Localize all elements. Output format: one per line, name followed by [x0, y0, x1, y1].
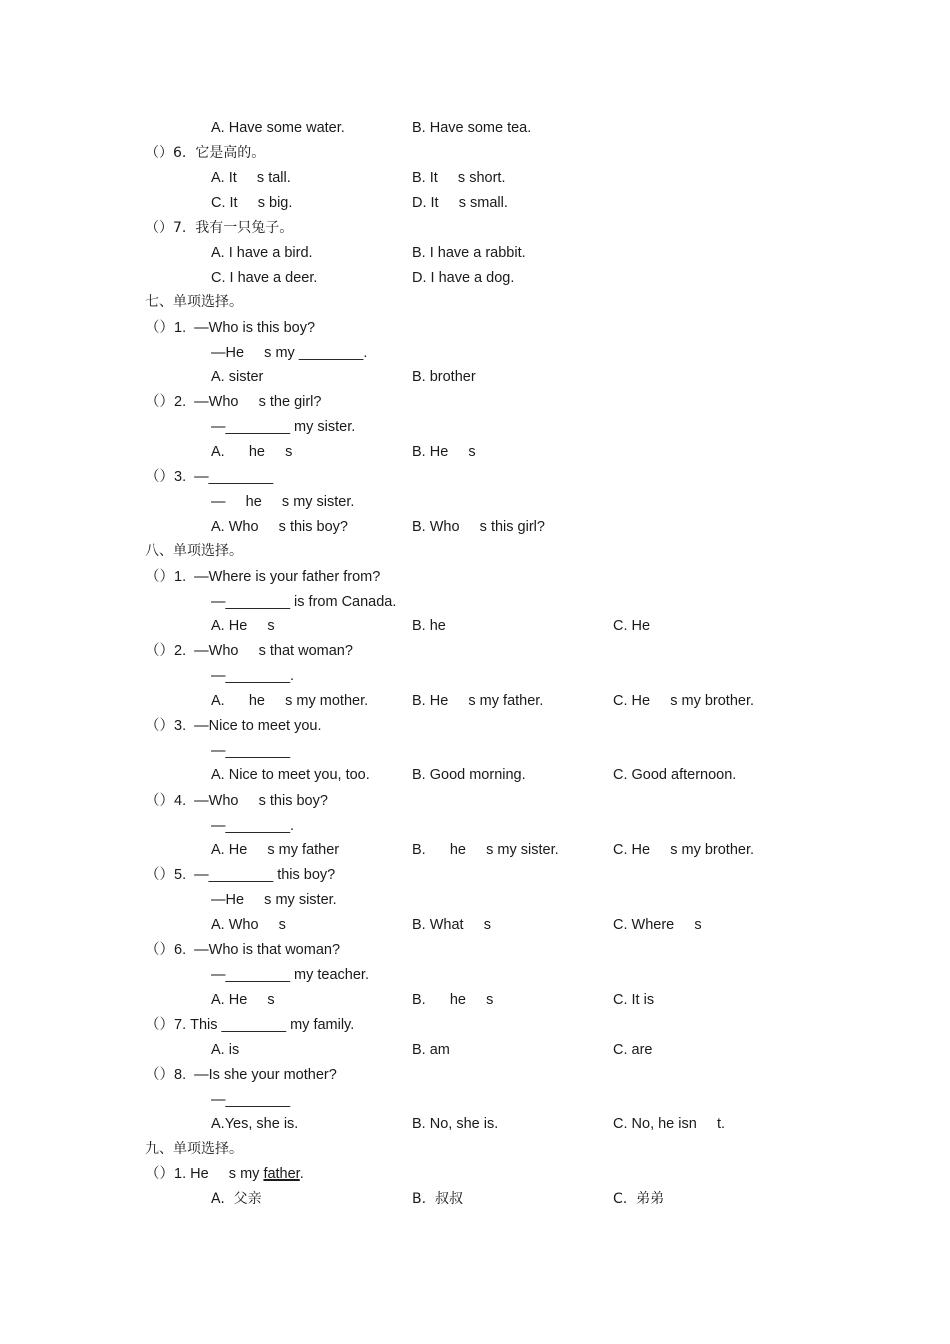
answer-line: — he s my sister.: [211, 494, 355, 510]
question-line: （）8. —Is she your mother?: [145, 1067, 337, 1083]
option-a: A. Have some water.: [211, 120, 345, 136]
option-b: B. he: [412, 618, 446, 634]
option-b: B. No, she is.: [412, 1116, 499, 1132]
option-a: A.Yes, she is.: [211, 1116, 299, 1132]
option-b: B. Who s this girl?: [412, 519, 545, 535]
question-line: （）1. —Where is your father from?: [145, 569, 381, 585]
question-line: （）7. 我有一只兔子。: [145, 220, 294, 236]
option-a: A. he s: [211, 444, 293, 460]
option-a: A. 父亲: [211, 1191, 262, 1207]
answer-line: —________: [211, 1092, 291, 1108]
option-b: B. Good morning.: [412, 767, 526, 783]
question-line: （）6. —Who is that woman?: [145, 942, 341, 958]
option-a: A. Who s: [211, 917, 286, 933]
option-b: B. He s my father.: [412, 693, 544, 709]
option-a: C. It s big.: [211, 195, 293, 211]
question-line: （）5. —________ this boy?: [145, 867, 336, 883]
option-a: A. is: [211, 1042, 240, 1058]
option-b: B. 叔叔: [412, 1191, 463, 1207]
question-line: （）1. —Who is this boy?: [145, 320, 316, 336]
option-a: A. He s: [211, 618, 275, 634]
option-b: B. he s my sister.: [412, 842, 559, 858]
answer-line: —________.: [211, 668, 295, 684]
answer-line: —________ is from Canada.: [211, 594, 397, 610]
answer-line: —________.: [211, 818, 295, 834]
underlined-word: father: [263, 1166, 300, 1182]
question-end: .: [299, 1166, 304, 1182]
option-b: B. It s short.: [412, 170, 506, 186]
option-b: B. What s: [412, 917, 491, 933]
section-heading: 八、单项选择。: [145, 543, 243, 559]
option-c: C. He: [613, 618, 651, 634]
option-c: C. It is: [613, 992, 655, 1008]
option-a: A. He s my father: [211, 842, 340, 858]
option-b: D. It s small.: [412, 195, 508, 211]
option-c: C. No, he isn t.: [613, 1116, 726, 1132]
option-c: C. Where s: [613, 917, 702, 933]
option-b: B. I have a rabbit.: [412, 245, 526, 261]
question-line: （）2. —Who s that woman?: [145, 643, 353, 659]
option-b: D. I have a dog.: [412, 270, 515, 286]
question-line: （）6. 它是高的。: [145, 145, 266, 161]
option-c: C. are: [613, 1042, 653, 1058]
option-b: B. He s: [412, 444, 476, 460]
option-a: A. Nice to meet you, too.: [211, 767, 370, 783]
option-a: A. It s tall.: [211, 170, 291, 186]
answer-line: —________ my teacher.: [211, 967, 369, 983]
option-b: B. he s: [412, 992, 494, 1008]
question-text: （）1. He s my: [145, 1166, 264, 1182]
option-c: C. Good afternoon.: [613, 767, 737, 783]
option-a: A. sister: [211, 369, 264, 385]
question-line: （）3. —________: [145, 469, 274, 485]
section-heading: 九、单项选择。: [145, 1141, 243, 1157]
answer-line: —He s my sister.: [211, 892, 337, 908]
question-line: （）7. This ________ my family.: [145, 1017, 355, 1033]
option-c: C. 弟弟: [613, 1191, 665, 1207]
question-line: [145, 1164, 304, 1184]
question-line: （）4. —Who s this boy?: [145, 793, 328, 809]
question-line: （）3. —Nice to meet you.: [145, 718, 322, 734]
option-b: B. am: [412, 1042, 450, 1058]
option-c: C. He s my brother.: [613, 842, 755, 858]
option-a: A. he s my mother.: [211, 693, 369, 709]
answer-line: —________: [211, 743, 291, 759]
option-c: C. He s my brother.: [613, 693, 755, 709]
option-a: A. He s: [211, 992, 275, 1008]
option-a: A. Who s this boy?: [211, 519, 348, 535]
option-b: B. Have some tea.: [412, 120, 532, 136]
option-a: C. I have a deer.: [211, 270, 318, 286]
option-b: B. brother: [412, 369, 476, 385]
answer-line: —He s my ________.: [211, 345, 368, 361]
section-heading: 七、单项选择。: [145, 294, 243, 310]
option-a: A. I have a bird.: [211, 245, 313, 261]
question-line: （）2. —Who s the girl?: [145, 394, 322, 410]
answer-line: —________ my sister.: [211, 419, 356, 435]
